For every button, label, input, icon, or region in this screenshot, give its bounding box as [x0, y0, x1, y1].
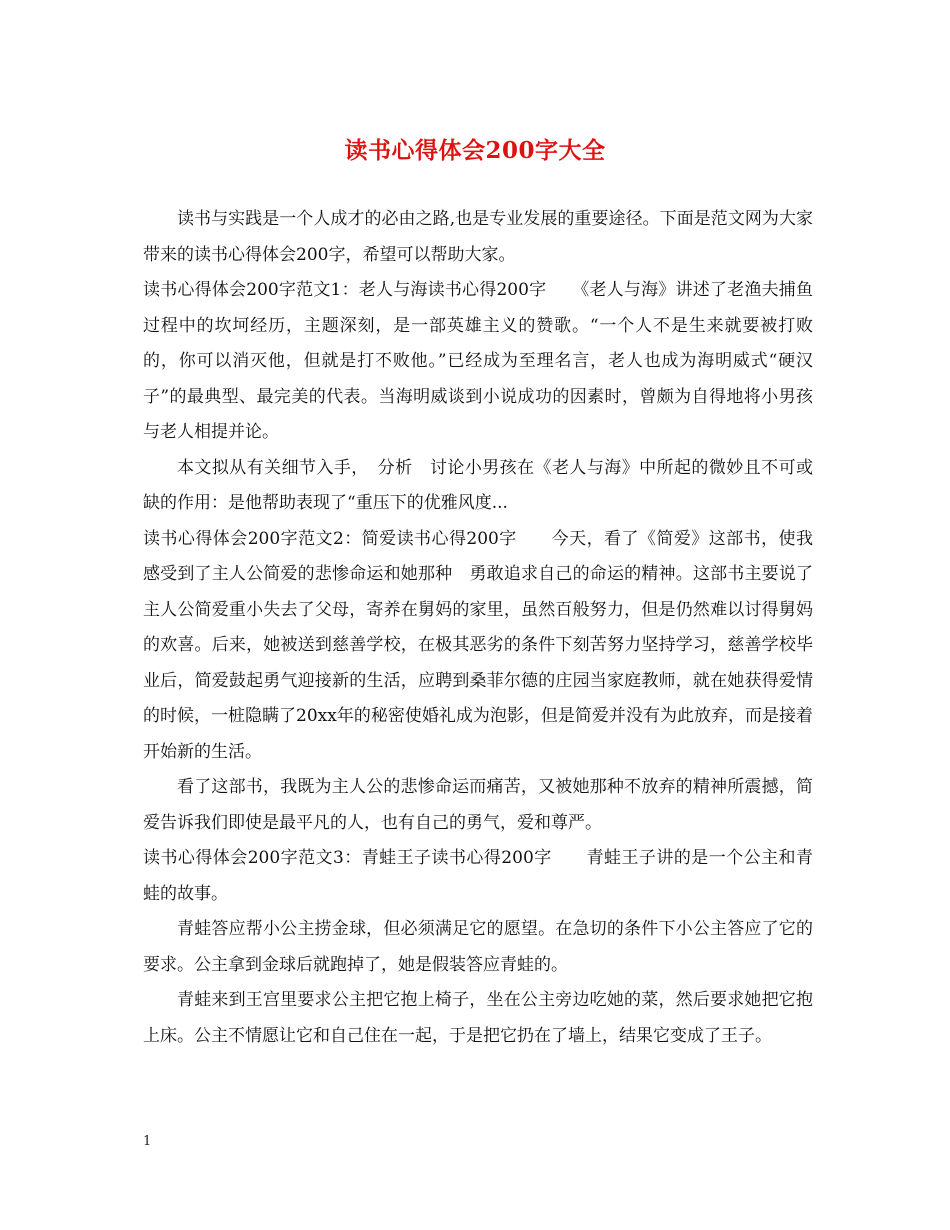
- paragraph-sample-3-continued-b: 青蛙来到王宫里要求公主把它抱上椅子，坐在公主旁边吃她的菜，然后要求她把它抱上床。公主不情愿让它和自己住在一起，于是把它扔在了墙上，结果它变成了王子。: [143, 990, 813, 1046]
- page-number: 1: [143, 1134, 152, 1149]
- paragraph-sample-3-continued-a: 青蛙答应帮小公主捞金球，但必须满足它的愿望。在急切的条件下小公主答应了它的要求。公主拿到金球后就跑掉了，她是假装答应青蛙的。: [143, 919, 813, 975]
- paragraph-sample-1-continued: 本文拟从有关细节入手， 分析 讨论小男孩在《老人与海》中所起的微妙且不可或缺的作用：是他帮助表现了“重压下的优雅风度...: [143, 457, 813, 513]
- paragraph-sample-3: 读书心得体会200字范文3：青蛙王子读书心得200字 青蛙王子讲的是一个公主和青蛙的故事。: [143, 848, 813, 904]
- paragraph-sample-1: 读书心得体会200字范文1：老人与海读书心得200字 《老人与海》讲述了老渔夫捕鱼过程中的坎坷经历，主题深刻，是一部英雄主义的赞歌。“一个人不是生来就要被打败的，你可以消灭他，但就是打不败他。”已经成为至理名言，老人也成为海明威式“硬汉子”的最典型、最完美的代表。当海明威谈到小说成功的因素时，曾颇为自得地将小男孩与老人相提并论。: [143, 280, 813, 442]
- paragraph-sample-2: 读书心得体会200字范文2：简爱读书心得200字 今天，看了《简爱》这部书，使我感受到了主人公简爱的悲惨命运和她那种 勇敢追求自己的命运的精神。这部书主要说了主人公简爱重小失去了父母，寄养在舅妈的家里，虽然百般努力，但是仍然难以讨得舅妈的欢喜。后来，她被送到慈善学校，在极其恶劣的条件下刻苦努力坚持学习，慈善学校毕业后，简爱鼓起勇气迎接新的生活，应聘到桑菲尔德的庄园当家庭教师，就在她获得爱情的时候，一桩隐瞒了20xx年的秘密使婚礼成为泡影，但是简爱并没有为此放弃，而是接着开始新的生活。: [143, 528, 813, 762]
- document-title: 读书心得体会200字大全: [344, 137, 606, 164]
- paragraph-sample-2-continued: 看了这部书，我既为主人公的悲惨命运而痛苦，又被她那种不放弃的精神所震撼，简爱告诉我们即使是最平凡的人，也有自己的勇气，爱和尊严。: [143, 777, 813, 833]
- document-body: [143, 202, 813, 1054]
- paragraph-intro: 读书与实践是一个人成才的必由之路,也是专业发展的重要途径。下面是范文网为大家带来的读书心得体会200字，希望可以帮助大家。: [143, 209, 813, 265]
